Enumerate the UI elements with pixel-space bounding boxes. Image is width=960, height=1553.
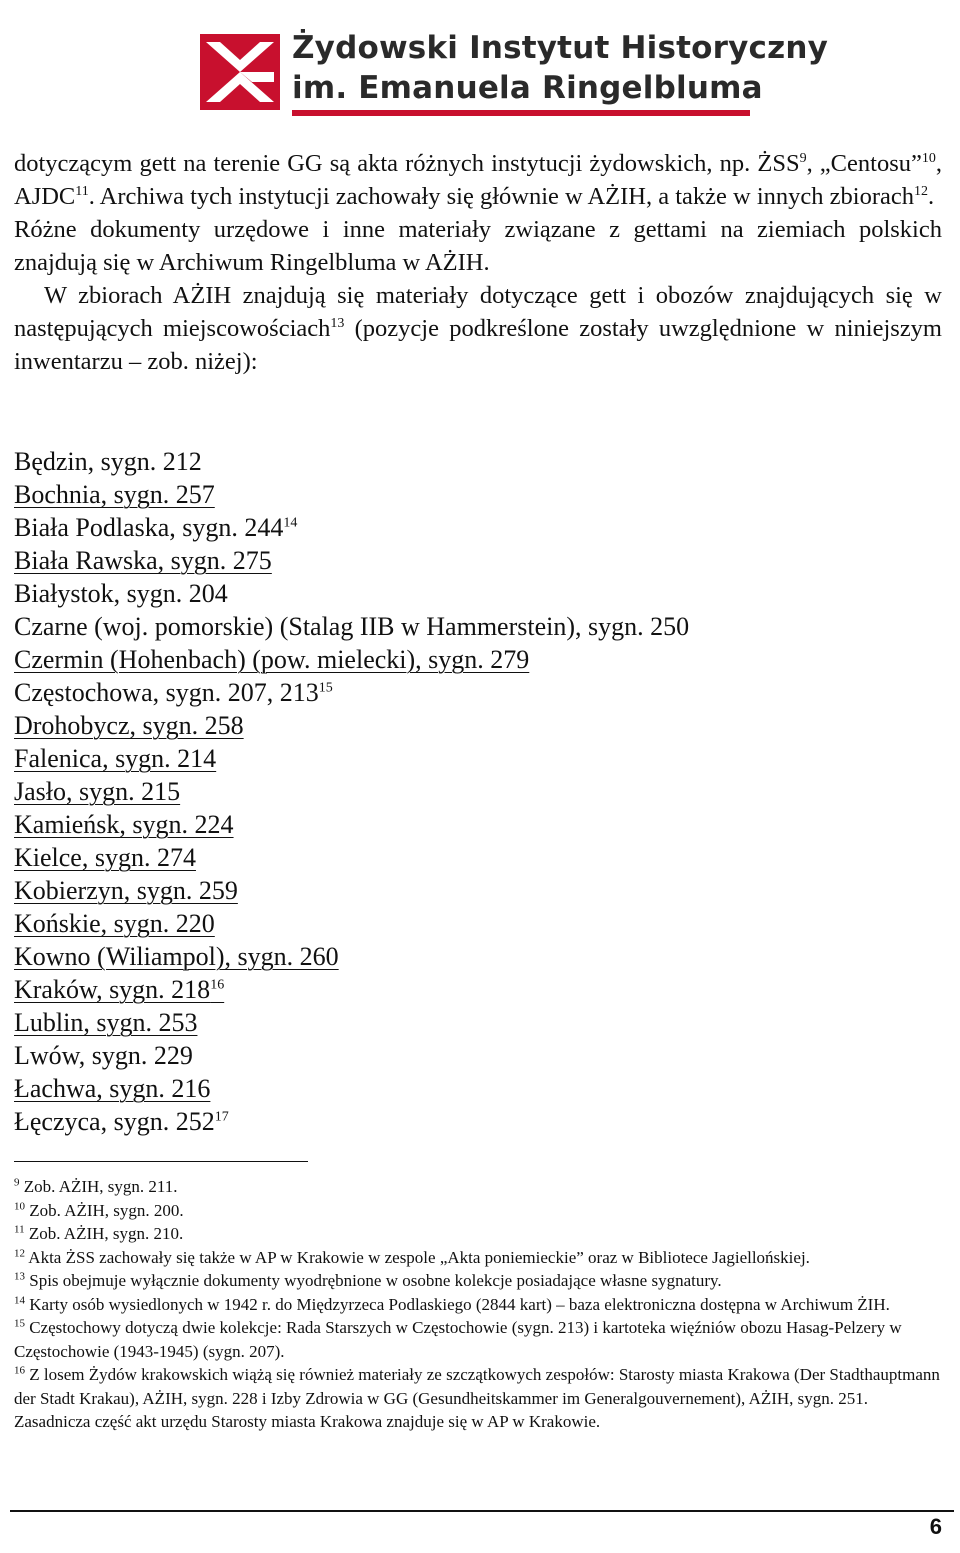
- footnote-ref[interactable]: 10: [921, 150, 936, 166]
- list-item: Lwów, sygn. 229: [14, 1041, 193, 1070]
- list-item: Bochnia, sygn. 257: [14, 480, 215, 509]
- institute-logo-icon: [200, 34, 280, 110]
- footnote-ref[interactable]: 12: [914, 183, 929, 199]
- footnote-ref[interactable]: 17: [214, 1109, 229, 1125]
- list-item: Lublin, sygn. 253: [14, 1008, 198, 1037]
- paragraph-3: [14, 279, 942, 378]
- list-item: Częstochowa, sygn. 207, $213^{15}$: [14, 678, 333, 707]
- footnote-ref[interactable]: 15: [318, 680, 333, 696]
- list-item: Białystok, sygn. 204: [14, 579, 228, 608]
- p3-text-a: W zbiorach AŻIH znajdują się materiały dotyczące gett i obozów znajdujących się w następujących miejscowościach: [14, 282, 942, 342]
- footnote-ref[interactable]: 13: [330, 315, 345, 331]
- list-item: Kraków, sygn. $218^{16}$: [14, 975, 225, 1004]
- list-item: Kamieńsk, sygn. 224: [14, 810, 234, 839]
- logo-underline-bar: [292, 110, 750, 116]
- list-item: Łachwa, sygn. 216: [14, 1074, 211, 1103]
- list-item: Drohobycz, sygn. 258: [14, 711, 244, 740]
- list-item: Łęczyca, sygn. $252^{17}$: [14, 1107, 229, 1136]
- p1-text-e: .: [928, 183, 935, 210]
- paragraph-1: [14, 147, 942, 213]
- paragraph-2: Różne dokumenty urzędowe i inne materiały związane z gettami na ziemiach polskich znajdują się w Archiwum Ringelbluma w AŻIH.: [14, 216, 942, 276]
- list-item: Kielce, sygn. 274: [14, 843, 196, 872]
- list-item: Kobierzyn, sygn. 259: [14, 876, 238, 905]
- footnote: $^{16}$ Z losem Żydów krakowskich wiążą się również materiały ze szczątkowych zespołów: Starosty miasta Krakowa (Der Stadthauptmann der Stadt Krakau), AŻIH, sygn. 228 i Izby Zdrowia w GG (Gesundheitskammer im Generalgouvernement), AŻIH, sygn. 251. Zasadnicza część akt urzędu Starosty miasta Krakowa znajduje się w AP w Krakowie.: [14, 1364, 940, 1431]
- list-item: Kowno (Wiliampol), sygn. 260: [14, 942, 339, 971]
- list-item: Jasło, sygn. 215: [14, 777, 181, 806]
- footnote-ref[interactable]: 16: [210, 977, 225, 993]
- logo-title-line1: Żydowski Instytut Historyczny: [292, 30, 829, 66]
- p3-text-b: (pozycje podkreślone zostały uwzględnione w niniejszym inwentarzu – zob. niżej):: [14, 315, 942, 375]
- footnote: $^{12}$ Akta ŻSS zachowały się także w AP w Krakowie w zespole „Akta poniemieckie” oraz w Bibliotece Jagiellońskiej.: [14, 1246, 810, 1267]
- footnote-separator: [14, 1161, 308, 1162]
- list-item: Falenica, sygn. 214: [14, 744, 217, 773]
- p1-text-d: . Archiwa tych instytucji zachowały się głównie w AŻIH, a także w innych zbiorach: [88, 183, 915, 210]
- footnote-ref[interactable]: 11: [75, 183, 89, 199]
- footnote: $^{13}$ Spis obejmuje wyłącznie dokumenty wyodrębnione w osobne kolekcje posiadające własne sygnatury.: [14, 1270, 722, 1290]
- p1-text-a: dotyczącym gett na terenie GG są akta różnych instytucji żydowskich, np. ŻSS: [14, 150, 800, 177]
- list-item: Czermin (Hohenbach) (pow. mielecki), sygn. 279: [14, 645, 530, 674]
- page-header: [0, 0, 960, 130]
- footnote: $^{11}$ Zob. AŻIH, sygn. 210.: [14, 1223, 184, 1243]
- list-item: Biała Podlaska, sygn. $244^{14}$: [14, 513, 298, 542]
- logo-title-line2: im. Emanuela Ringelbluma: [292, 70, 763, 106]
- footnote: $^{10}$ Zob. AŻIH, sygn. 200.: [14, 1199, 184, 1220]
- list-item: Będzin, sygn. 212: [14, 447, 202, 476]
- footnote: $^{14}$ Karty osób wysiedlonych w 1942 r. do Międzyrzeca Podlaskiego (2844 kart) – baza elektroniczna dostępna w Archiwum ŻIH.: [14, 1293, 890, 1314]
- page-number: 6: [929, 1514, 942, 1539]
- location-list: [14, 445, 689, 1138]
- footnote: $^9$ Zob. AŻIH, sygn. 211.: [14, 1176, 178, 1196]
- body-text: [14, 147, 942, 378]
- footnotes: [14, 1175, 940, 1434]
- p1-text-c: , AJDC: [14, 150, 942, 210]
- footnote-ref[interactable]: 9: [799, 150, 807, 166]
- p1-text-b: , „Centosu”: [806, 150, 922, 177]
- list-item: Czarne (woj. pomorskie) (Stalag IIB w Hammerstein), sygn. 250: [14, 612, 690, 641]
- list-item: Biała Rawska, sygn. 275: [14, 546, 272, 575]
- footnote-ref[interactable]: 14: [283, 515, 298, 531]
- footer-rule: [10, 1510, 954, 1512]
- list-item: Końskie, sygn. 220: [14, 909, 215, 938]
- footnote: $^{15}$ Częstochowy dotyczą dwie kolekcje: Rada Starszych w Częstochowie (sygn. 213) i kartoteka więźniów obozu Hasag-Pelzery w Częstochowie (1943-1945) (sygn. 207).: [14, 1317, 902, 1361]
